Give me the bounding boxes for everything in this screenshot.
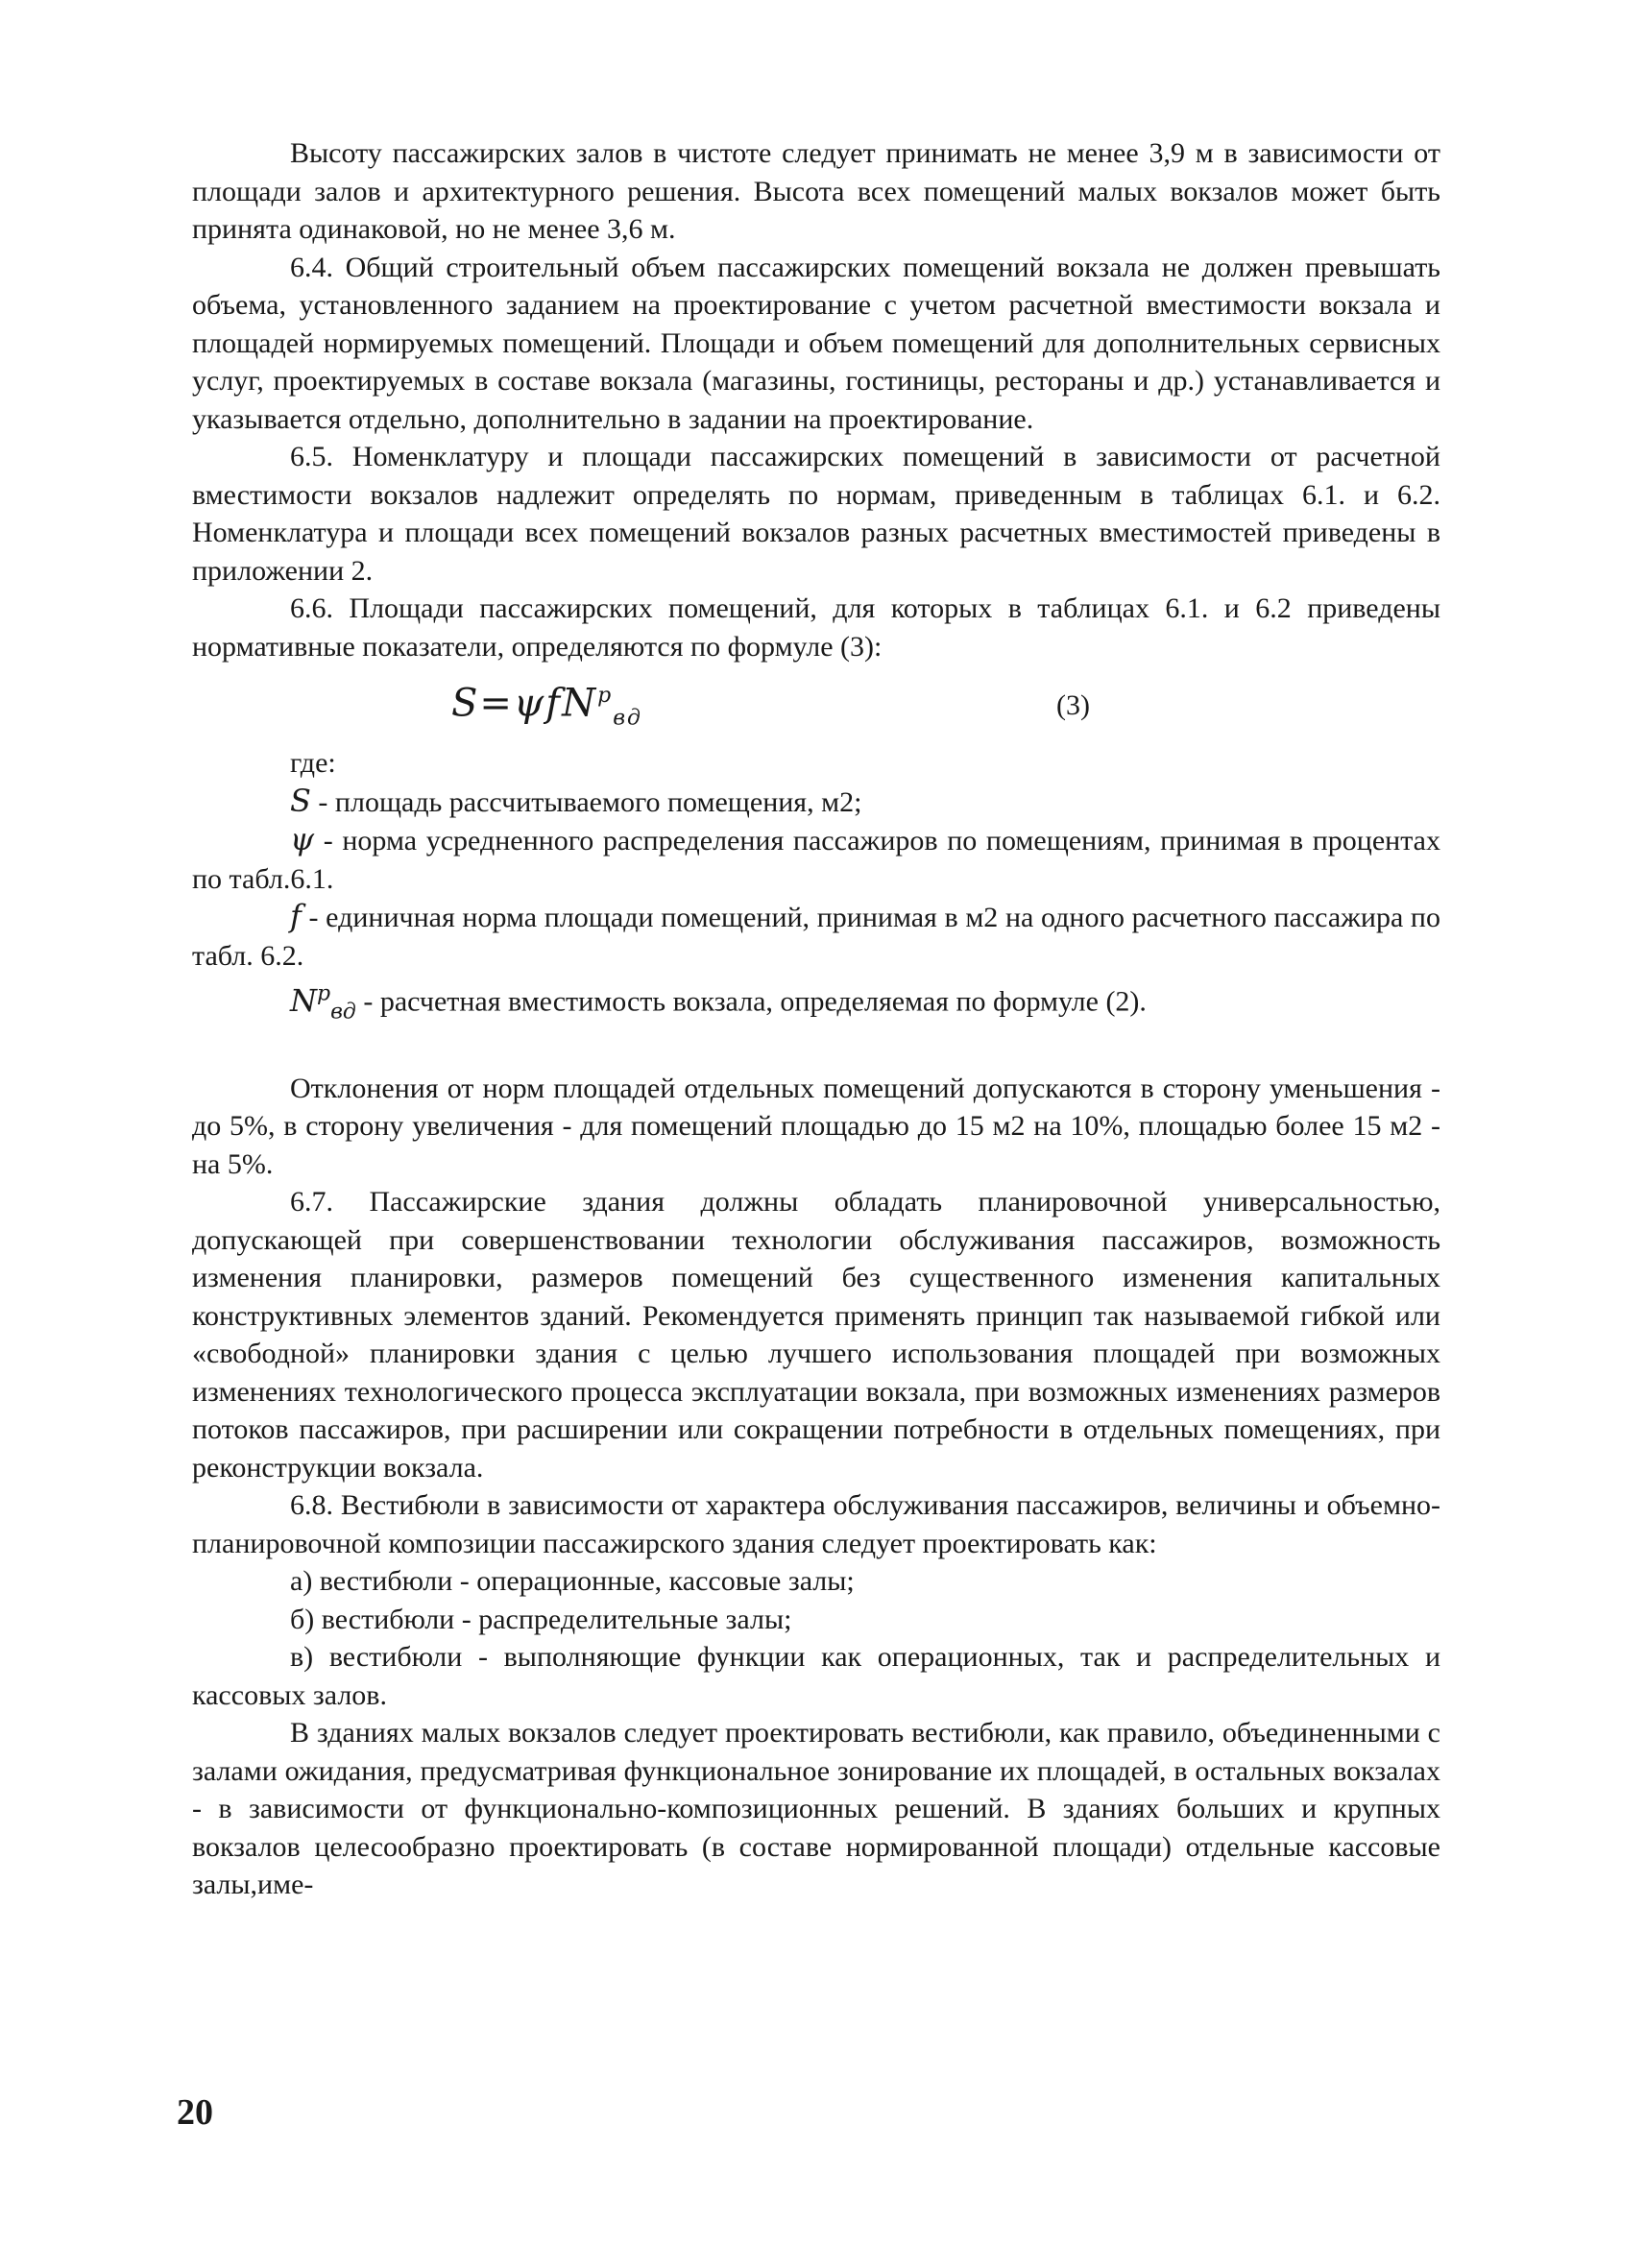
symbol-psi: ψ	[290, 821, 315, 857]
paragraph-6-7: 6.7. Пассажирские здания должны обладать планировочной универсальностью, допускающей при совершенствовании технологии обслуживания пассажиров, возможность изменения планировки, размеров помещений без существенного изменения капитальных конструктивных элементов зданий. Рекомендуется применять принцип так называемой гибкой или «свободной» планировки здания с целью лучшего использования площадей при возможных изменениях технологического процесса эксплуатации вокзала, при возможных изменениях размеров потоков пассажиров, при расширении или сокращении потребности в отдельных помещениях, при реконструкции вокзала.	[192, 1186, 1440, 1484]
list-item-c: в) вестибюли - выполняющие функции как операционных, так и распределительных и кассовых залов.	[192, 1641, 1440, 1711]
symbol-f: f	[290, 898, 302, 934]
formula-3: S=ψfN$^р_{вд}$	[451, 681, 642, 731]
paragraph-6-6: 6.6. Площади пассажирских помещений, для которых в таблицах 6.1. и 6.2 приведены нормативные показатели, определяются по формуле (3):	[192, 592, 1440, 663]
definition-psi: ψ - норма усредненного распределения пассажиров по помещениям, принимая в процентах по табл.6.1.	[192, 821, 1440, 895]
paragraph-deviations: Отклонения от норм площадей отдельных помещений допускаются в сторону уменьшения - до 5%, в сторону увеличения - для помещений площадью до 15 м2 на 10%, площадью более 15 м2 - на 5%.	[192, 1072, 1440, 1180]
paragraph-6-4: 6.4. Общий строительный объем пассажирских помещений вокзала не должен превышать объема, установленного заданием на проектирование с учетом расчетной вместимости вокзала и площадей нормируемых помещений. Площади и объем помещений для дополнительных сервисных услуг, проектируемых в составе вокзала (магазины, гостиницы, рестораны и др.) устанавливается и указывается отдельно, дополнительно в задании на проектирование.	[192, 251, 1440, 435]
symbol-n: $N^р_{вд}$	[290, 981, 356, 1025]
list-item-b: б) вестибюли - распределительные залы;	[290, 1603, 792, 1635]
page-number: 20	[177, 2092, 213, 2133]
list-item-a: а) вестибюли - операционные, кассовые залы;	[290, 1565, 855, 1598]
where-label: где:	[290, 747, 336, 779]
definition-s: S - площадь рассчитываемого помещения, м2;	[290, 782, 862, 819]
symbol-s: S	[290, 782, 311, 819]
paragraph-small-stations: В зданиях малых вокзалов следует проектировать вестибюли, как правило, объединенными с залами ожидания, предусматривая функциональное зонирование их площадей, в остальных вокзалах - в зависимости от функционально-композиционных решений. В зданиях больших и крупных вокзалов целесообразно проектировать (в составе нормированной площади) отдельные кассовые залы,име-	[192, 1717, 1440, 1901]
paragraph-6-8: 6.8. Вестибюли в зависимости от характера обслуживания пассажиров, величины и объемно-планировочной композиции пассажирского здания следует проектировать как:	[192, 1489, 1440, 1559]
paragraph-hall-height: Высоту пассажирских залов в чистоте следует принимать не менее 3,9 м в зависимости от площади залов и архитектурного решения. Высота всех помещений малых вокзалов может быть принята одинаковой, но не менее 3,6 м.	[192, 137, 1440, 245]
definition-f: f - единичная норма площади помещений, принимая в м2 на одного расчетного пассажира по табл. 6.2.	[192, 898, 1440, 972]
paragraph-6-5: 6.5. Номенклатуру и площади пассажирских помещений в зависимости от расчетной вместимости вокзалов надлежит определять по нормам, приведенным в таблицах 6.1. и 6.2. Номенклатура и площади всех помещений вокзалов разных расчетных вместимостей приведены в приложении 2.	[192, 441, 1440, 587]
definition-n: $N^р_{вд}$ - расчетная вместимость вокзала, определяемая по формуле (2).	[290, 981, 1147, 1025]
formula-block	[192, 677, 1440, 744]
formula-number: (3)	[1056, 689, 1090, 721]
page-body	[192, 134, 1440, 1904]
